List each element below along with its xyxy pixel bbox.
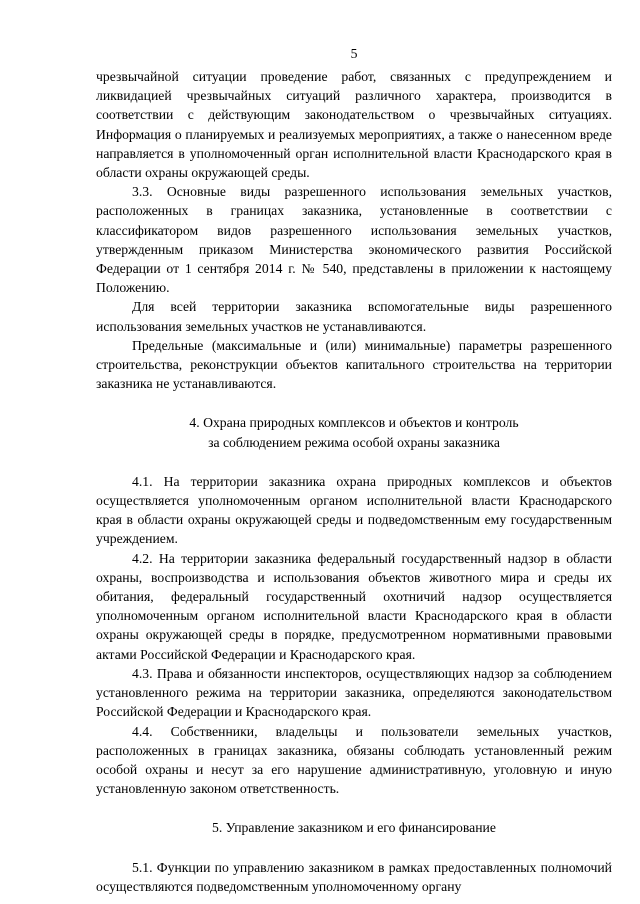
- section-5-heading: [96, 818, 612, 837]
- page-number: 5: [350, 46, 358, 61]
- paragraph-4-3: 4.3. Права и обязанности инспекторов, осуществляющих надзор за соблюдением установленного режима на территории заказника, определяются законодательством Российской Федерации и Краснодарского края.: [96, 665, 612, 720]
- paragraph-4-4: 4.4. Собственники, владельцы и пользователи земельных участков, расположенных в границах заказника, обязаны соблюдать установленный режим особой охраны и несут за его нарушение административную, уголовную и иную установленную законом ответственность.: [96, 723, 612, 797]
- document-page: [96, 44, 612, 896]
- paragraph-auxiliary-uses: Для всей территории заказника вспомогательные виды разрешенного использования земельных участков не устанавливаются.: [96, 299, 612, 334]
- section-4-heading-line2: за соблюдением режима особой охраны заказника: [208, 434, 500, 450]
- paragraph-emergency-works: чрезвычайной ситуации проведение работ, связанных с предупреждением и ликвидацией чрезвычайных ситуаций различного характера, производится в соответствии с действующим законодательством о чрезвычайных ситуациях. Информация о планируемых и реализуемых мероприятиях, а также о нанесенном вреде направляется в уполномоченный орган исполнительной власти Краснодарского края в области охраны окружающей среды.: [96, 69, 612, 181]
- paragraph-construction-parameters: Предельные (максимальные и (или) минимальные) параметры разрешенного строительства, реконструкции объектов капитального строительства на территории заказника не устанавливаются.: [96, 337, 612, 392]
- section-4-heading-line1: 4. Охрана природных комплексов и объектов и контроль: [189, 415, 519, 431]
- paragraph-4-1: 4.1. На территории заказника охрана природных комплексов и объектов осуществляется уполномоченным органом исполнительной власти Краснодарского края в области охраны окружающей среды и подведомственным ему государственным учреждением.: [96, 473, 612, 547]
- section-5-heading-line: 5. Управление заказником и его финансирование: [212, 820, 496, 836]
- paragraph-4-2: 4.2. На территории заказника федеральный государственный надзор в области охраны, воспроизводства и использования объектов животного мира и среды их обитания, федеральный государственный охотничий надзор осуществляется уполномоченным органом исполнительной власти Краснодарского края в области охраны окружающей среды в порядке, предусмотренном нормативными правовыми актами Российской Федерации и Краснодарского края.: [96, 550, 612, 662]
- paragraph-3-3: 3.3. Основные виды разрешенного использования земельных участков, расположенных в границах заказника, установленные в соответствии с классификатором видов разрешенного использования земельных участков, утвержденным приказом Министерства экономического развития Российской Федерации от 1 сентября 2014 г. № 540, представлены в приложении к настоящему Положению.: [96, 184, 612, 296]
- section-4-heading: [96, 413, 612, 451]
- paragraph-5-1: 5.1. Функции по управлению заказником в рамках предоставленных полномочий осуществляются подведомственным уполномоченному органу: [96, 859, 612, 894]
